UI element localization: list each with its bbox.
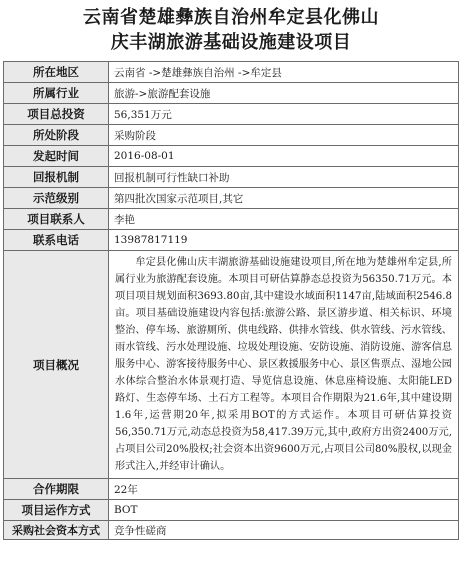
row-label: 合作期限 (4, 479, 109, 500)
row-label: 示范级别 (4, 188, 109, 209)
row-label: 项目运作方式 (4, 500, 109, 521)
table-row (4, 167, 459, 188)
overview-text: 牟定县化佛山庆丰湖旅游基础设施建设项目,所在地为楚雄州牟定县,所属行业为旅游配套设施。本项目可研估算静态总投资为56350.71万元。本项目项目规划面积3693.80亩,其中建设水域面积1147亩,陆域面积2546.8亩。项目基础设施建设内容包括:旅游公路、景区游步道、相关标识、环境整治、停车场、旅游厕所、供电线路、供排水管线、供水管线、污水管线、雨水管线、污水处理设施、垃圾处理设施、安防设施、消防设施、游客信息服务中心、游客接待服务中心、景区救援服务中心、景区售票点、湿地公园水体综合整治水体景观打造、导览信息设施、休息座椅设施、太阳能LED路灯、生态停车场、土石方工程等。本项目合作期限为21.6年,其中建设期1.6年,运营期20年,拟采用BOT的方式运作。本项目可研估算投资56,350.71万元,动态总投资为58,417.39万元,其中,政府方出资2400万元,占项目公司20%股权;社会资本出资9600万元,占项目公司80%股权,以现金形式注入,并经审计确认。 (109, 251, 459, 479)
table-row (4, 83, 459, 104)
project-info-table (3, 61, 459, 540)
table-row (4, 230, 459, 251)
table-row (4, 500, 459, 521)
table-row (4, 146, 459, 167)
row-value: 56,351万元 (109, 104, 459, 125)
table-row (4, 209, 459, 230)
title-line-2: 庆丰湖旅游基础设施建设项目 (110, 32, 352, 53)
row-value: 云南省 ->楚雄彝族自治州 ->牟定县 (109, 62, 459, 83)
row-value: 旅游->旅游配套设施 (109, 83, 459, 104)
row-value: 竞争性磋商 (109, 521, 459, 540)
page-title (0, 0, 462, 62)
row-label: 回报机制 (4, 167, 109, 188)
title-line-1: 云南省楚雄彝族自治州牟定县化佛山 (83, 7, 379, 28)
table-row (4, 188, 459, 209)
row-label: 采购社会资本方式 (4, 521, 109, 540)
row-value: 李艳 (109, 209, 459, 230)
row-value: 采购阶段 (109, 125, 459, 146)
row-value: BOT (109, 500, 459, 521)
row-label: 所处阶段 (4, 125, 109, 146)
overview-row (4, 251, 459, 479)
table-row (4, 125, 459, 146)
row-label: 发起时间 (4, 146, 109, 167)
row-value: 第四批次国家示范项目,其它 (109, 188, 459, 209)
table-row (4, 104, 459, 125)
row-label: 项目联系人 (4, 209, 109, 230)
overview-label: 项目概况 (4, 251, 109, 479)
row-label: 项目总投资 (4, 104, 109, 125)
row-value: 22年 (109, 479, 459, 500)
table-row (4, 479, 459, 500)
row-label: 所属行业 (4, 83, 109, 104)
table-row (4, 521, 459, 540)
row-value: 回报机制可行性缺口补助 (109, 167, 459, 188)
row-value: 2016-08-01 (109, 146, 459, 167)
table-row (4, 62, 459, 83)
row-label: 所在地区 (4, 62, 109, 83)
row-value: 13987817119 (109, 230, 459, 251)
row-label: 联系电话 (4, 230, 109, 251)
